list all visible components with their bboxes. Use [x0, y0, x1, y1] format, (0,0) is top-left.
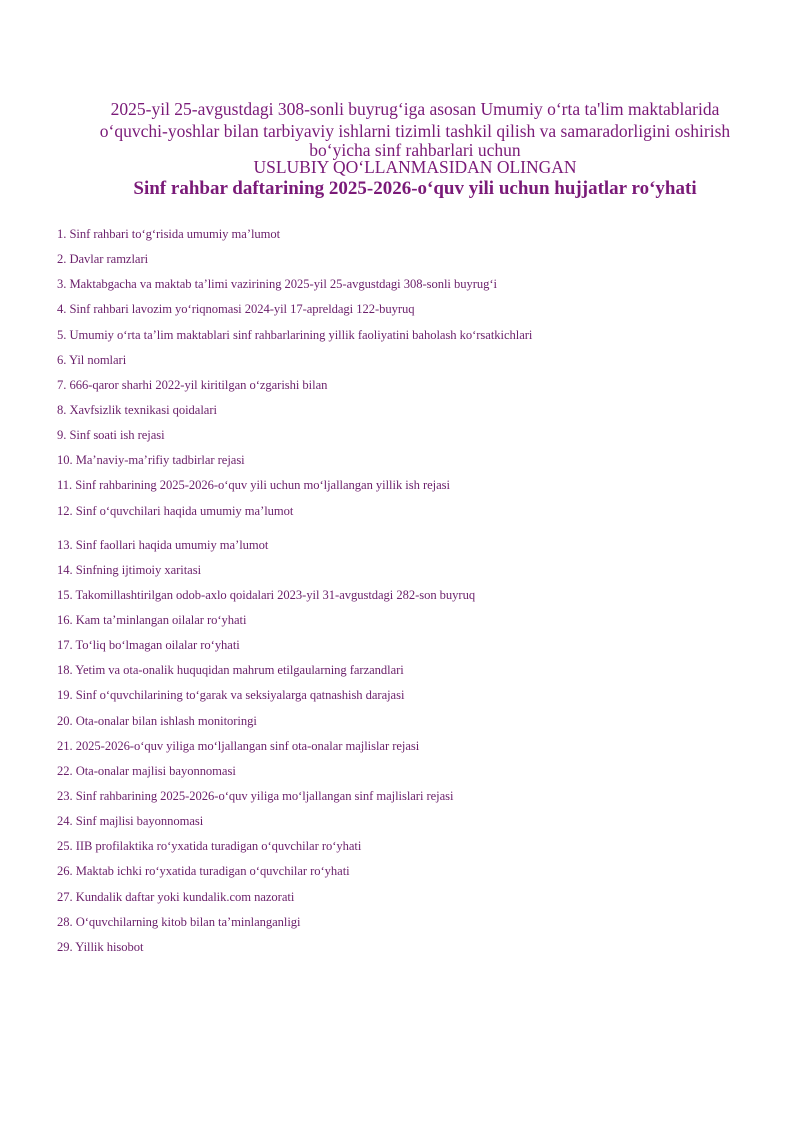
- list-item: 3. Maktabgacha va maktab ta’limi vazirining 2025-yil 25-avgustdagi 308-sonli buyrug‘i: [57, 277, 497, 292]
- list-item: 17. To‘liq bo‘lmagan oilalar ro‘yhati: [57, 638, 240, 653]
- header-line-4: USLUBIY QO‘LLANMASIDAN OLINGAN: [253, 157, 577, 177]
- list-item: 9. Sinf soati ish rejasi: [57, 428, 165, 443]
- documents-list: [57, 226, 777, 964]
- document-header: [40, 98, 790, 201]
- list-item: 23. Sinf rahbarining 2025-2026-o‘quv yiliga mo‘ljallangan sinf majlislari rejasi: [57, 788, 454, 803]
- list-item: 27. Kundalik daftar yoki kundalik.com nazorati: [57, 889, 295, 904]
- list-item: 6. Yil nomlari: [57, 352, 127, 367]
- list-item: 7. 666-qaror sharhi 2022-yil kiritilgan o‘zgarishi bilan: [57, 377, 328, 392]
- list-item: 29. Yillik hisobot: [57, 939, 144, 954]
- list-item: 13. Sinf faollari haqida umumiy ma’lumot: [57, 537, 269, 552]
- list-item: 11. Sinf rahbarining 2025-2026-o‘quv yili uchun mo‘ljallangan yillik ish rejasi: [57, 478, 450, 493]
- list-item: 16. Kam ta’minlangan oilalar ro‘yhati: [57, 612, 247, 627]
- header-line-3: bo‘yicha sinf rahbarlari uchun: [309, 140, 521, 160]
- list-item: 12. Sinf o‘quvchilari haqida umumiy ma’lumot: [57, 503, 294, 518]
- list-item: 26. Maktab ichki ro‘yxatida turadigan o‘quvchilar ro‘yhati: [57, 864, 350, 879]
- list-item: 14. Sinfning ijtimoiy xaritasi: [57, 562, 202, 577]
- list-item: 10. Ma’naviy-ma’rifiy tadbirlar rejasi: [57, 453, 245, 468]
- list-item: 24. Sinf majlisi bayonnomasi: [57, 814, 204, 829]
- list-item: 25. IIB profilaktika ro‘yxatida turadigan o‘quvchilar ro‘yhati: [57, 839, 362, 854]
- list-item: 22. Ota-onalar majlisi bayonnomasi: [57, 763, 236, 778]
- list-item: 15. Takomillashtirilgan odob-axlo qoidalari 2023-yil 31-avgustdagi 282-son buyruq: [57, 587, 476, 602]
- list-item: 19. Sinf o‘quvchilarining to‘garak va seksiyalarga qatnashish darajasi: [57, 688, 405, 703]
- list-item: 21. 2025-2026-o‘quv yiliga mo‘ljallangan sinf ota-onalar majlislar rejasi: [57, 738, 420, 753]
- list-item: 1. Sinf rahbari to‘g‘risida umumiy ma’lumot: [57, 227, 281, 241]
- document-title: Sinf rahbar daftarining 2025-2026-o‘quv yili uchun hujjatlar ro‘yhati: [133, 178, 697, 199]
- list-item: 4. Sinf rahbari lavozim yo‘riqnomasi 2024-yil 17-apreldagi 122-buyruq: [57, 302, 415, 317]
- list-item: 2. Davlar ramzlari: [57, 252, 149, 267]
- header-line-2: o‘quvchi-yoshlar bilan tarbiyaviy ishlarni tizimli tashkil qilish va samaradorligini oshirish: [99, 121, 731, 141]
- list-item: 20. Ota-onalar bilan ishlash monitoringi: [57, 713, 257, 728]
- header-line-1: 2025-yil 25-avgustdagi 308-sonli buyrug‘iga asosan Umumiy o‘rta ta'lim maktablarida: [110, 99, 720, 119]
- list-item: 5. Umumiy o‘rta ta’lim maktablari sinf rahbarlarining yillik faoliyatini baholash ko‘rsatkichlari: [57, 327, 533, 342]
- list-item: 28. O‘quvchilarning kitob bilan ta’minlanganligi: [57, 914, 301, 929]
- list-item: 8. Xavfsizlik texnikasi qoidalari: [57, 402, 217, 417]
- list-item: 18. Yetim va ota-onalik huquqidan mahrum etilgaularning farzandlari: [57, 663, 404, 678]
